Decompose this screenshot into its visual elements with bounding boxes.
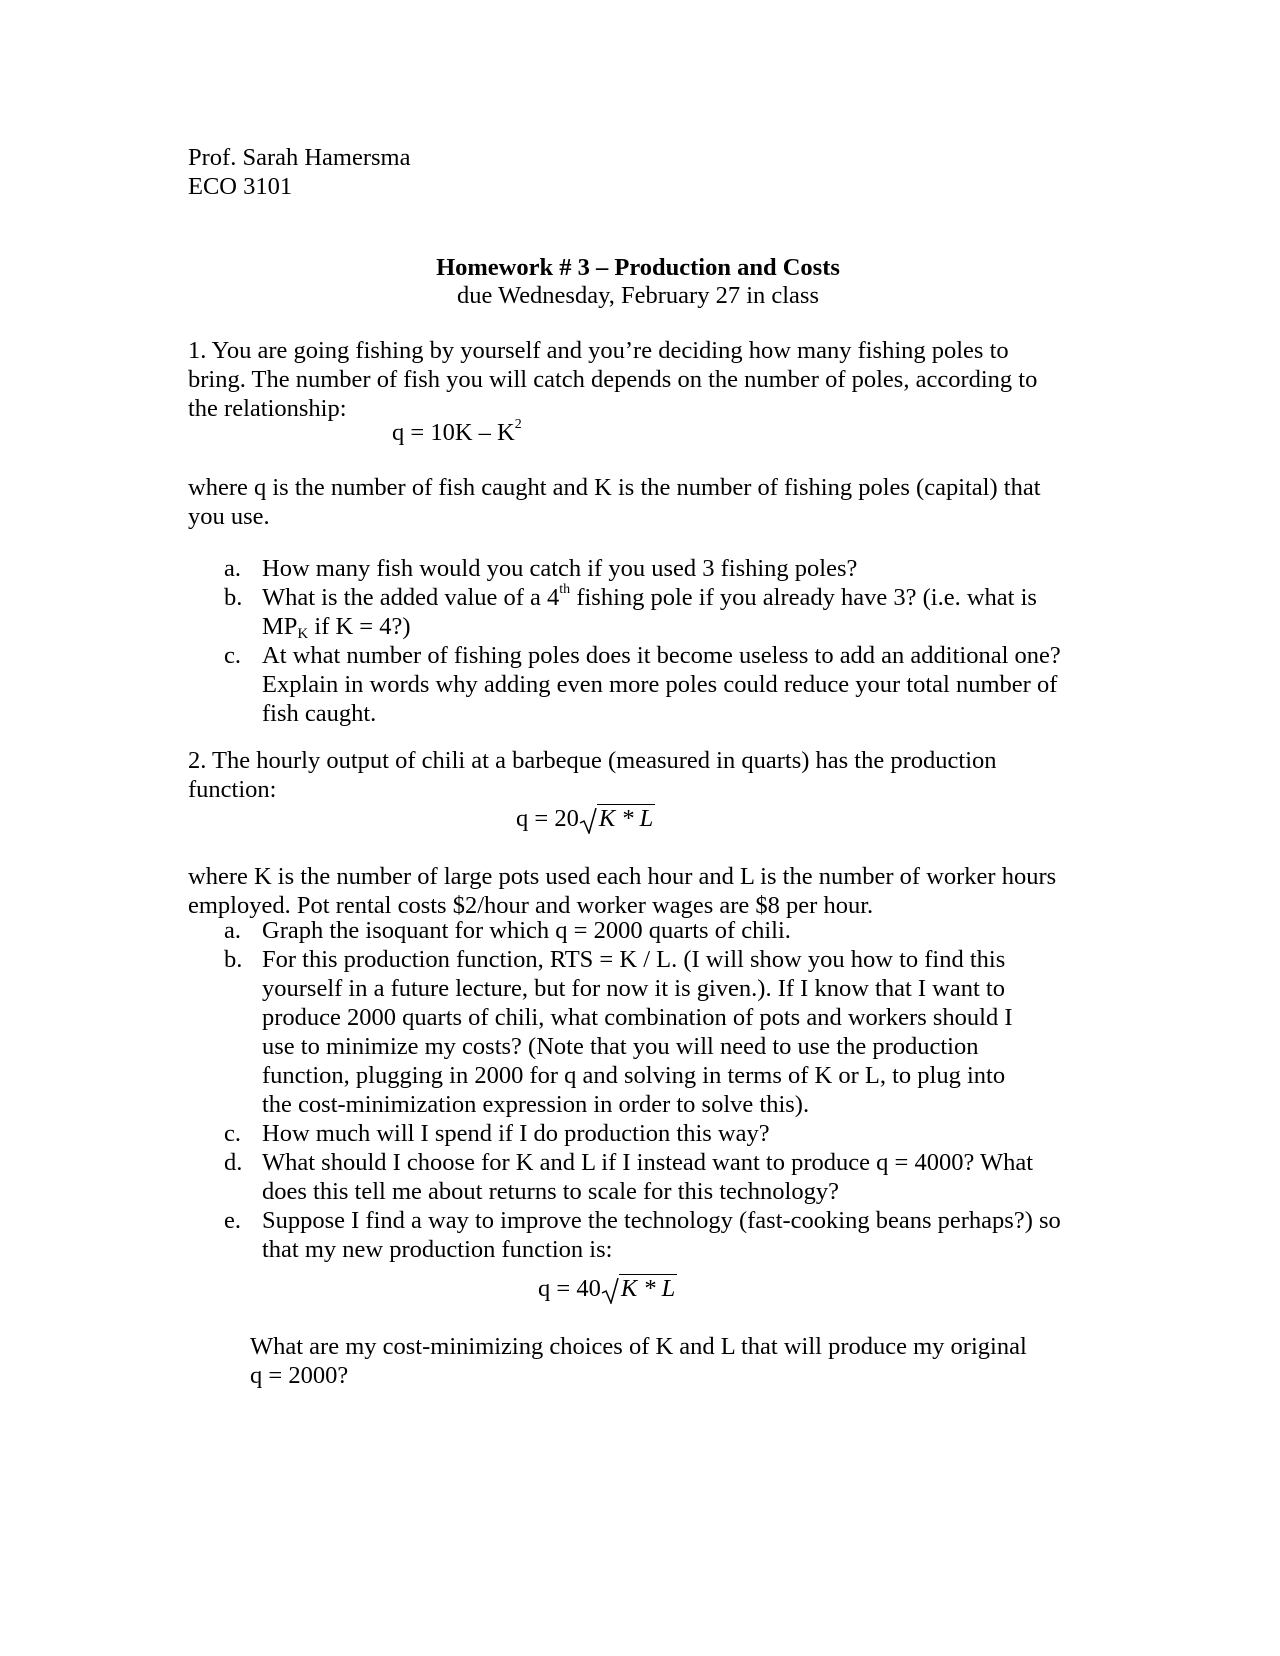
page-title: Homework # 3 – Production and Costs: [436, 254, 840, 281]
q1-part-c: [188, 641, 1088, 728]
q2-where: where K is the number of large pots used each hour and L is the number of worker hours employed. Pot rental costs $2/hour and worker wages are $8 per hour.: [188, 863, 1057, 919]
q2-equation-2: [538, 1274, 677, 1303]
q1-part-a-label: a.: [224, 555, 241, 582]
course-code: ECO 3101: [188, 173, 293, 200]
q2-equation-1-lhs: q = 20: [516, 805, 579, 832]
q1-parts: [188, 554, 1088, 728]
q1-equation-lhs: q = 10K – K: [392, 419, 515, 446]
q1-part-b-text-mid: fishing pole if you already have 3? (i.e. what is MP: [262, 584, 1037, 640]
q2-equation-1-radicand: K * L: [598, 805, 654, 832]
q1-part-a: [188, 554, 1088, 583]
q1-where: where q is the number of fish caught and K is the number of fishing poles (capital) that you use.: [188, 474, 1041, 530]
q2-part-d: [188, 1148, 1088, 1206]
q1-equation: [392, 418, 522, 447]
q2-equation-2-sqrt: [601, 1274, 677, 1303]
q2-part-e-label: e.: [224, 1207, 241, 1234]
q2-equation-1-sqrt: [579, 804, 655, 833]
q2-part-e: [188, 1206, 1088, 1264]
q2-equation-2-radicand: K * L: [620, 1275, 676, 1302]
q2-part-b-label: b.: [224, 946, 243, 973]
q2-intro: 2. The hourly output of chili at a barbeque (measured in quarts) has the production function:: [188, 747, 997, 803]
q1-part-c-text: At what number of fishing poles does it become useless to add an additional one? Explain in words why adding even more poles could reduce your total number of fish caught.: [262, 642, 1061, 727]
q2-part-b-text: For this production function, RTS = K / L. (I will show you how to find this yourself in a future lecture, but for now it is given.). If I know that I want to produce 2000 quarts of chili, what combination of pots and workers should I use to minimize my costs? (Note that you will need to use the production function, plugging in 2000 for q and solving in terms of K or L, to plug into the cost-minimization expression in order to solve this).: [262, 946, 1013, 1118]
q2-parts: [188, 916, 1088, 1264]
square-root-icon: [601, 1278, 619, 1304]
q1-part-c-label: c.: [224, 642, 241, 669]
q1-part-b-label: b.: [224, 584, 243, 611]
q1-part-b-superscript: th: [559, 581, 571, 597]
q1-equation-exponent: 2: [514, 416, 522, 432]
q1-part-b-text-pre: What is the added value of a 4: [262, 584, 560, 611]
q2-closing: What are my cost-minimizing choices of K and L that will produce my original q = 2000?: [250, 1333, 1027, 1389]
q2-part-e-text: Suppose I find a way to improve the technology (fast-cooking beans perhaps?) so that my new production function is:: [262, 1207, 1061, 1263]
q2-part-c-text: How much will I spend if I do production this way?: [262, 1120, 770, 1147]
q1-intro: 1. You are going fishing by yourself and you’re deciding how many fishing poles to bring. The number of fish you will catch depends on the number of poles, according to the relationship:: [188, 337, 1038, 422]
q2-part-d-text: What should I choose for K and L if I instead want to produce q = 4000? What does this tell me about returns to scale for this technology?: [262, 1149, 1034, 1205]
q2-equation-1: [516, 804, 655, 833]
q1-part-a-text: How many fish would you catch if you used 3 fishing poles?: [262, 555, 858, 582]
square-root-icon: [579, 808, 597, 834]
due-date: due Wednesday, February 27 in class: [456, 282, 820, 309]
q1-part-b-text-post: if K = 4?): [308, 613, 411, 640]
q2-part-c-label: c.: [224, 1120, 241, 1147]
q2-part-b: [188, 945, 1088, 1119]
q2-equation-2-lhs: q = 40: [538, 1275, 601, 1302]
q2-part-a-label: a.: [224, 917, 241, 944]
q2-part-d-label: d.: [224, 1149, 243, 1176]
q1-part-b-subscript: K: [297, 626, 309, 642]
q2-part-a-text: Graph the isoquant for which q = 2000 quarts of chili.: [262, 917, 791, 944]
q1-part-b: [188, 583, 1088, 641]
instructor-name: Prof. Sarah Hamersma: [188, 144, 411, 171]
q2-part-c: [188, 1119, 1088, 1148]
q2-part-a: [188, 916, 1088, 945]
